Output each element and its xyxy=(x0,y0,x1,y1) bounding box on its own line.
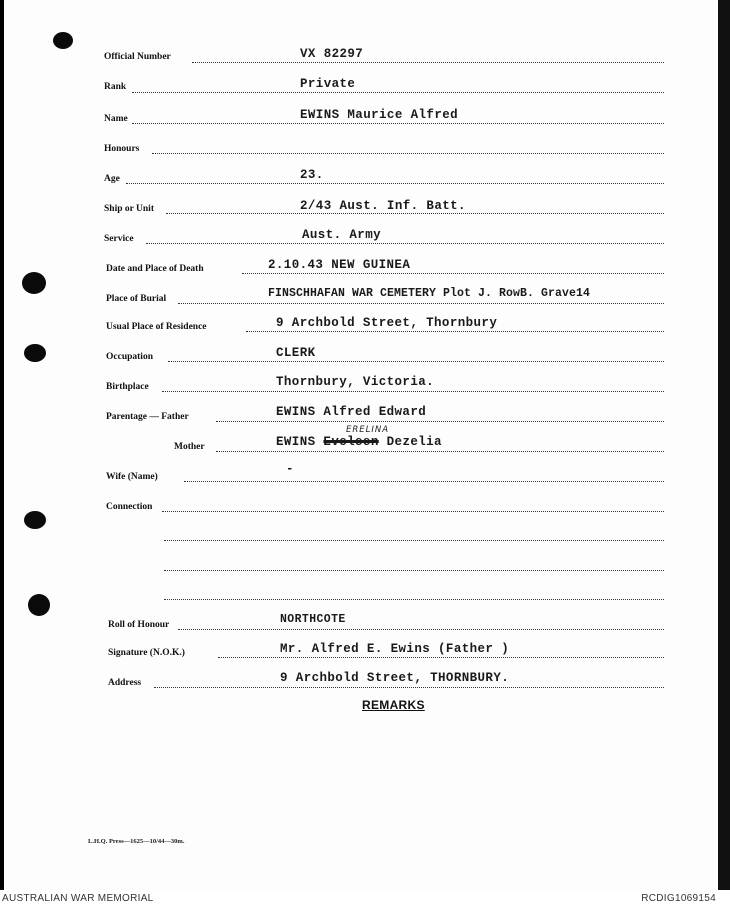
connection-label: Connection xyxy=(106,502,153,512)
dotted-line xyxy=(218,657,664,658)
dotted-line xyxy=(242,273,664,274)
dotted-line xyxy=(184,481,664,482)
dotted-line xyxy=(164,570,664,571)
residence-label: Usual Place of Residence xyxy=(106,322,207,332)
archive-footer xyxy=(0,890,730,908)
address-value: 9 Archbold Street, THORNBURY. xyxy=(280,671,510,685)
death-value: 2.10.43 NEW GUINEA xyxy=(268,258,411,272)
ship-unit-label: Ship or Unit xyxy=(104,204,154,214)
residence-value: 9 Archbold Street, Thornbury xyxy=(276,316,498,330)
archive-name: AUSTRALIAN WAR MEMORIAL xyxy=(2,893,154,904)
roll-of-honour-value: NORTHCOTE xyxy=(280,613,346,626)
birthplace-label: Birthplace xyxy=(106,382,149,392)
dotted-line xyxy=(132,123,664,124)
honours-label: Honours xyxy=(104,144,140,154)
name-label: Name xyxy=(104,114,128,124)
mother-label: Mother xyxy=(174,442,205,452)
ship-unit-value: 2/43 Aust. Inf. Batt. xyxy=(300,199,466,213)
service-label: Service xyxy=(104,234,134,244)
dotted-line xyxy=(152,153,664,154)
punch-hole xyxy=(53,32,73,49)
official-number-value: VX 82297 xyxy=(300,47,364,61)
scan-edge xyxy=(718,0,730,908)
punch-hole xyxy=(28,594,50,616)
dotted-line xyxy=(246,331,664,332)
dotted-line xyxy=(168,361,664,362)
mother-value xyxy=(276,435,442,449)
dotted-line xyxy=(132,92,664,93)
age-label: Age xyxy=(104,174,120,184)
dotted-line xyxy=(162,391,664,392)
rank-value: Private xyxy=(300,77,356,91)
occupation-value: CLERK xyxy=(276,346,316,360)
father-value: EWINS Alfred Edward xyxy=(276,405,427,419)
mother-struck-name: Eveleen xyxy=(323,435,379,449)
handwritten-correction: ERELINA xyxy=(346,425,390,435)
occupation-label: Occupation xyxy=(106,352,153,362)
dotted-line xyxy=(154,687,664,688)
death-label: Date and Place of Death xyxy=(106,264,204,274)
burial-value: FINSCHHAFAN WAR CEMETERY Plot J. RowB. Grave14 xyxy=(268,287,591,300)
address-label: Address xyxy=(108,678,142,688)
signature-value: Mr. Alfred E. Ewins (Father ) xyxy=(280,642,510,656)
dotted-line xyxy=(178,303,664,304)
service-value: Aust. Army xyxy=(302,228,382,242)
dotted-line xyxy=(126,183,664,184)
dotted-line xyxy=(178,629,664,630)
dotted-line xyxy=(216,451,664,452)
dotted-line xyxy=(146,243,664,244)
rank-label: Rank xyxy=(104,82,127,92)
age-value: 23. xyxy=(300,168,324,182)
mother-surname: EWINS xyxy=(276,435,316,449)
wife-label: Wife (Name) xyxy=(106,472,158,482)
dotted-line xyxy=(164,540,664,541)
mother-second-name: Dezelia xyxy=(386,435,442,449)
record-id: RCDIG1069154 xyxy=(641,893,716,904)
remarks-heading: REMARKS xyxy=(362,698,425,712)
name-value: EWINS Maurice Alfred xyxy=(300,108,459,122)
record-card xyxy=(4,0,718,890)
signature-label: Signature (N.O.K.) xyxy=(108,648,185,658)
punch-hole xyxy=(24,344,46,362)
father-label: Parentage — Father xyxy=(106,412,189,422)
punch-hole xyxy=(24,511,46,529)
roll-of-honour-label: Roll of Honour xyxy=(108,620,170,630)
dotted-line xyxy=(166,213,664,214)
dotted-line xyxy=(192,62,664,63)
punch-hole xyxy=(22,272,46,294)
birthplace-value: Thornbury, Victoria. xyxy=(276,375,435,389)
wife-value: - xyxy=(286,462,294,476)
dotted-line xyxy=(162,511,664,512)
burial-label: Place of Burial xyxy=(106,294,167,304)
official-number-label: Official Number xyxy=(104,52,171,62)
dotted-line xyxy=(216,421,664,422)
dotted-line xyxy=(164,599,664,600)
printer-line: L.H.Q. Press—1625—10/44—30m. xyxy=(88,838,185,845)
